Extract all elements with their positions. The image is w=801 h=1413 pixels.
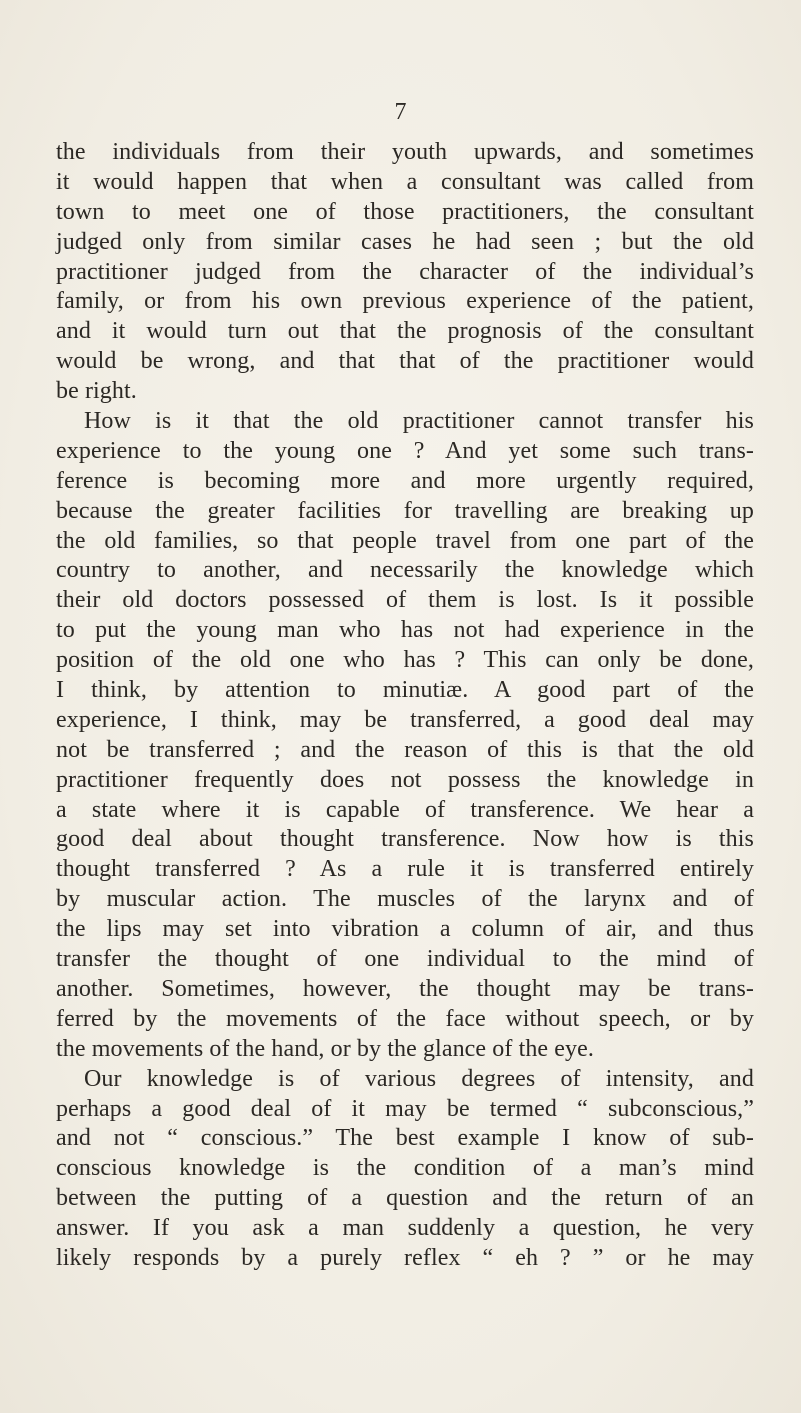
text-line-36: between the putting of a question and the return of an <box>56 1185 754 1212</box>
text-line-1: the individuals from their youth upwards, and sometimes <box>56 139 754 165</box>
text-line-6: family, or from his own previous experience of the patient, <box>56 288 754 315</box>
text-line-15: country to another, and necessarily the knowledge which <box>56 557 754 584</box>
text-line-31: the movements of the hand, or by the glance of the eye. <box>56 1035 594 1062</box>
text-line-24: good deal about thought transference. Now how is this <box>56 826 754 853</box>
text-line-16: their old doctors possessed of them is lost. Is it possible <box>56 587 754 614</box>
text-line-27: the lips may set into vibration a column of air, and thus <box>56 916 754 943</box>
text-line-9: be right. <box>56 378 137 405</box>
page-number: 7 <box>394 99 407 125</box>
text-line-37: answer. If you ask a man suddenly a question, he very <box>56 1215 754 1242</box>
text-line-22: practitioner frequently does not possess the knowledge in <box>56 766 754 793</box>
text-line-2: it would happen that when a consultant was called from <box>56 168 754 195</box>
text-line-14: the old families, so that people travel from one part of the <box>56 527 754 554</box>
text-line-3: town to meet one of those practitioners, the consultant <box>56 198 754 225</box>
text-line-11: experience to the young one ? And yet some such trans- <box>56 437 754 464</box>
text-line-20: experience, I think, may be transferred, a good deal may <box>56 706 754 733</box>
text-line-21: not be transferred ; and the reason of this is that the old <box>56 736 754 763</box>
text-line-35: conscious knowledge is the condition of a man’s mind <box>56 1155 754 1182</box>
text-line-12: ference is becoming more and more urgently required, <box>56 467 754 494</box>
body-text <box>56 138 754 1274</box>
text-line-7: and it would turn out that the prognosis of the consultant <box>56 318 754 345</box>
text-line-8: would be wrong, and that that of the practitioner would <box>56 348 754 375</box>
text-line-30: ferred by the movements of the face without speech, or by <box>56 1005 754 1032</box>
text-line-38: likely responds by a purely reflex “ eh ? ” or he may <box>56 1244 754 1271</box>
text-line-10: How is it that the old practitioner cannot transfer his <box>84 408 754 435</box>
text-line-26: by muscular action. The muscles of the larynx and of <box>56 886 754 913</box>
text-line-4: judged only from similar cases he had seen ; but the old <box>56 228 754 255</box>
text-line-34: and not “ conscious.” The best example I know of sub- <box>56 1125 754 1152</box>
text-line-17: to put the young man who has not had experience in the <box>56 617 754 644</box>
text-line-19: I think, by attention to minutiæ. A good part of the <box>56 677 754 704</box>
text-line-13: because the greater facilities for travelling are breaking up <box>56 497 754 524</box>
text-line-33: perhaps a good deal of it may be termed “ subconscious,” <box>56 1095 754 1122</box>
text-line-29: another. Sometimes, however, the thought may be trans- <box>56 975 754 1002</box>
text-line-23: a state where it is capable of transference. We hear a <box>56 796 754 823</box>
text-line-18: position of the old one who has ? This can only be done, <box>56 647 754 674</box>
text-line-28: transfer the thought of one individual to the mind of <box>56 946 754 973</box>
text-line-32: Our knowledge is of various degrees of intensity, and <box>84 1065 754 1092</box>
text-line-5: practitioner judged from the character of the individual’s <box>56 258 754 285</box>
text-line-25: thought transferred ? As a rule it is transferred entirely <box>56 856 754 883</box>
